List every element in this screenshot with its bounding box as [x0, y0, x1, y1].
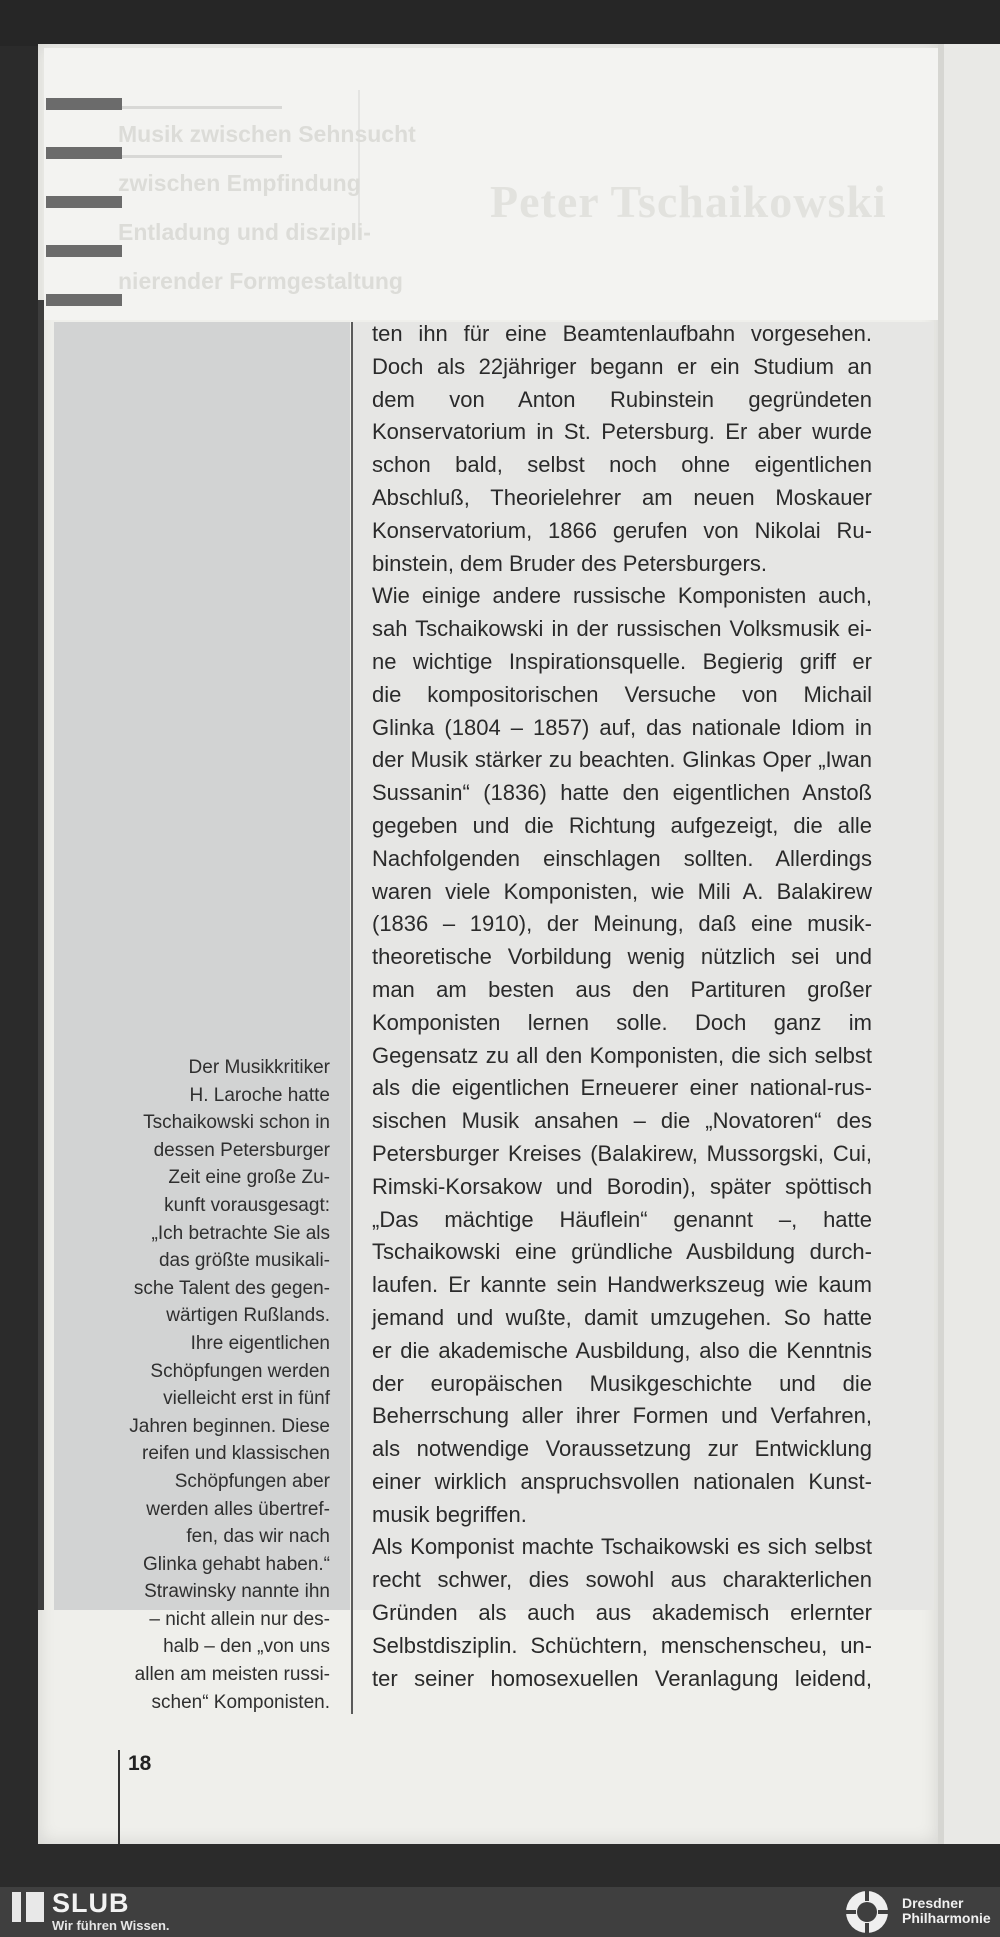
- text-line: sischen Musik ansahen – die „Novatoren“ des: [372, 1108, 872, 1134]
- footer-divider: [118, 1750, 120, 1844]
- text-line: Wie einige andere russische Komponisten auch,: [372, 583, 872, 609]
- text-line: recht schwer, dies sowohl aus charakterlichen: [372, 1567, 872, 1593]
- header-nav-item: zwischen Empfindung: [118, 170, 361, 196]
- text-line: waren viele Komponisten, wie Mili A. Balakirew: [372, 878, 872, 904]
- sidebar-line: Ihre eigentlichen: [190, 1332, 330, 1354]
- text-line: dem von Anton Rubinstein gegründeten: [372, 386, 872, 412]
- text-line: Abschluß, Theorielehrer am neuen Moskauer: [372, 484, 872, 510]
- main-body-text: [372, 318, 872, 1695]
- text-line: musik begriffen.: [372, 1501, 527, 1527]
- section-tab-marker: [46, 147, 122, 159]
- text-line: die kompositorischen Versuche von Michail: [372, 681, 872, 707]
- text-line: einer wirklich anspruchsvollen nationalen Kunst-: [372, 1468, 872, 1494]
- sidebar-line: halb – den „von uns: [163, 1636, 330, 1658]
- text-line: ter seiner homosexuellen Veranlagung leidend,: [372, 1665, 872, 1691]
- paragraph: [372, 580, 872, 1531]
- library-name[interactable]: SLUB: [52, 1888, 130, 1918]
- sidebar-line: Jahren beginnen. Diese: [129, 1415, 330, 1437]
- tab-rule: [122, 106, 282, 109]
- sidebar-line: Schöpfungen aber: [174, 1470, 330, 1492]
- text-line: „Das mächtige Häuflein“ genannt –, hatte: [372, 1206, 872, 1232]
- text-line: gegeben und die Richtung aufgezeigt, die alle: [372, 812, 872, 838]
- library-tagline: Wir führen Wissen.: [52, 1918, 170, 1933]
- sidebar-line: wärtigen Rußlands.: [166, 1305, 330, 1327]
- text-line: Beherrschung aller ihrer Formen und Verfahren,: [372, 1403, 872, 1429]
- text-line: Als Komponist machte Tschaikowski es sich selbst: [372, 1534, 872, 1560]
- text-line: (1836 – 1910), der Meinung, daß eine musik-: [372, 911, 872, 937]
- text-line: schon bald, selbst noch ohne eigentlichen: [372, 452, 872, 478]
- sidebar-line: Schöpfungen werden: [150, 1360, 330, 1382]
- text-line: Komponisten lernen solle. Doch ganz im: [372, 1009, 872, 1035]
- sidebar-line: Glinka gehabt haben.“: [143, 1553, 330, 1575]
- dresdner-philharmonie-logo-icon: [842, 1889, 892, 1935]
- text-line: Glinka (1804 – 1857) auf, das nationale Idiom in: [372, 714, 872, 740]
- text-line: Gründen als auch aus akademisch erlernter: [372, 1600, 872, 1626]
- page-number: 18: [128, 1752, 152, 1775]
- section-tab-marker: [46, 245, 122, 257]
- sidebar-line: Der Musikkritiker: [188, 1057, 330, 1078]
- text-line: binstein, dem Bruder des Petersburgers.: [372, 550, 767, 576]
- sidebar-line: schen“ Komponisten.: [151, 1691, 330, 1713]
- text-line: Petersburger Kreises (Balakirew, Mussorgski, Cui,: [372, 1140, 872, 1166]
- text-line: jemand und wußte, damit umzugehen. So hatte: [372, 1304, 872, 1330]
- sidebar-line: sche Talent des gegen-: [133, 1277, 330, 1299]
- slub-logo-icon: [12, 1892, 44, 1922]
- sidebar-line: allen am meisten russi-: [134, 1664, 330, 1686]
- paragraph: [372, 318, 872, 580]
- sidebar-line: Tschaikowski schon in: [143, 1112, 330, 1134]
- partner-name[interactable]: [902, 1896, 991, 1926]
- text-line: Rimski-Korsakow und Borodin), später spöttisch: [372, 1173, 872, 1199]
- text-line: der europäischen Musikgeschichte und die: [372, 1370, 872, 1396]
- paragraph: [372, 1531, 872, 1695]
- text-line: Sussanin“ (1836) hatte den eigentlichen Anstoß: [372, 780, 872, 806]
- text-line: ten ihn für eine Beamtenlaufbahn vorgesehen.: [372, 321, 872, 346]
- header-nav: [118, 110, 416, 306]
- text-line: Konservatorium in St. Petersburg. Er aber wurde: [372, 419, 872, 445]
- header-nav-item: Entladung und diszipli-: [118, 219, 371, 245]
- section-tab-marker: [46, 98, 122, 110]
- text-line: ne wichtige Inspirationsquelle. Begierig griff er: [372, 648, 872, 674]
- text-line: sah Tschaikowski in der russischen Volksmusik ei-: [372, 616, 872, 642]
- text-line: er die akademische Ausbildung, also die Kenntnis: [372, 1337, 872, 1363]
- sidebar-line: vielleicht erst in fünf: [163, 1388, 330, 1410]
- partner-name-line: Philharmonie: [902, 1910, 991, 1926]
- header-nav-item: nierender Formgestaltung: [118, 268, 403, 294]
- text-line: Nachfolgenden einschlagen sollten. Allerdings: [372, 845, 872, 871]
- text-line: als notwendige Voraussetzung zur Entwicklung: [372, 1436, 872, 1462]
- next-page-edge: [944, 44, 1000, 1844]
- sidebar-quote: [100, 1054, 330, 1716]
- header-nav-item: Musik zwischen Sehnsucht: [118, 121, 416, 147]
- text-line: Doch als 22jähriger begann er ein Studium an: [372, 353, 872, 379]
- text-line: laufen. Er kannte sein Handwerkszeug wie kaum: [372, 1272, 872, 1298]
- sidebar-line: werden alles übertref-: [146, 1498, 330, 1520]
- text-line: Selbstdisziplin. Schüchtern, menschenscheu, un-: [372, 1632, 872, 1658]
- sidebar-line: fen, das wir nach: [186, 1526, 330, 1548]
- text-line: als die eigentlichen Erneuerer einer national-rus-: [372, 1075, 872, 1101]
- text-line: Gegensatz zu all den Komponisten, die sich selbst: [372, 1042, 872, 1068]
- text-line: der Musik stärker zu beachten. Glinkas Oper „Iwan: [372, 747, 872, 773]
- text-line: Tschaikowski eine gründliche Ausbildung durch-: [372, 1239, 872, 1265]
- sidebar-line: dessen Petersburger: [153, 1139, 330, 1161]
- text-line: Konservatorium, 1866 gerufen von Nikolai Ru-: [372, 517, 872, 543]
- sidebar-line: Strawinsky nannte ihn: [144, 1581, 330, 1603]
- sidebar-line: – nicht allein nur des-: [149, 1608, 330, 1630]
- sidebar-line: reifen und klassischen: [142, 1443, 330, 1465]
- sidebar-line: das größte musikali-: [158, 1250, 330, 1272]
- section-tab-marker: [46, 294, 122, 306]
- sidebar-line: Zeit eine große Zu-: [168, 1167, 330, 1189]
- text-line: theoretische Vorbildung wenig nützlich sei und: [372, 944, 872, 970]
- partner-name-line: Dresdner: [902, 1895, 964, 1911]
- sidebar-line: H. Laroche hatte: [189, 1084, 330, 1106]
- sidebar-line: „Ich betrachte Sie als: [151, 1222, 330, 1244]
- text-line: man am besten aus den Partituren großer: [372, 976, 872, 1002]
- chapter-title: Peter Tschaikowski: [490, 176, 887, 227]
- section-tab-marker: [46, 196, 122, 208]
- page-left-edge: [38, 300, 44, 1610]
- sidebar-line: kunft vorausgesagt:: [164, 1194, 330, 1216]
- scanner-background: [0, 0, 1000, 46]
